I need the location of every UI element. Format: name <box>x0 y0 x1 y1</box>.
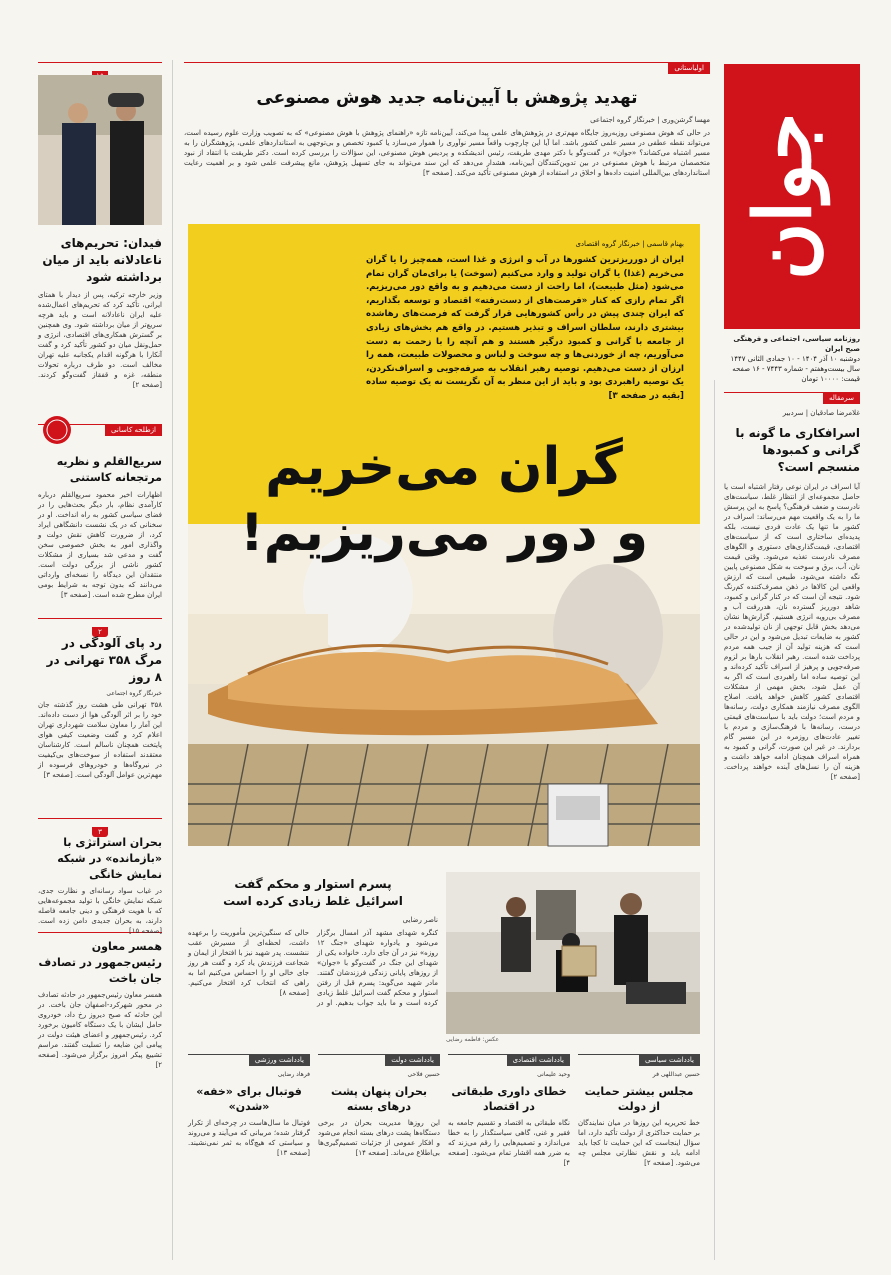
masthead-info-line: روزنامه سیاسی، اجتماعی و فرهنگی صبح ایران <box>733 335 860 353</box>
top-article-title: تهدید پژوهش با آیین‌نامه جدید هوش مصنوعی <box>256 88 638 108</box>
mid-story-title-1: پسرم استوار و محکم گفت <box>234 877 392 891</box>
bottom-tag: یادداشت ورزشی <box>249 1054 310 1066</box>
bottom-tagline <box>318 1054 440 1068</box>
main-lead <box>366 240 684 417</box>
bottom-body: فوتبال ما سال‌هاست در چرخه‌ای از تکرار گرفتار شده؛ مربیانی که می‌آیند و می‌روند و سیاستی که هیچ‌گاه به ثمر نمی‌نشیند. [صفحه ۱۳] <box>188 1119 310 1157</box>
bottom-tag: یادداشت سیاسی <box>639 1054 700 1066</box>
column-separator <box>172 60 173 1260</box>
bottom-tagline <box>448 1054 570 1068</box>
masthead-price: قیمت: ۱۰۰۰۰ تومان <box>801 375 860 383</box>
top-article-byline: مهسا گرشن‌وری | خبرنگار گروه اجتماعی <box>590 116 710 124</box>
bottom-column <box>578 1054 700 1248</box>
bottom-tagline <box>578 1054 700 1068</box>
bottom-body: این روزها مدیریت بحران در برخی دستگاه‌ها پشت درهای بسته انجام می‌شود و افکار عمومی از جزئیات تصمیم‌گیری‌ها بی‌اطلاع می‌ماند. [صفحه ۱۴] <box>318 1119 440 1157</box>
bottom-author: فرهاد رضایی <box>277 1071 310 1078</box>
ministers-photo <box>38 75 162 225</box>
bottom-author: حسین فلاحی <box>407 1071 440 1078</box>
left-story2-title: سریع‌القلم و نظریه مرتجعانه کاستنی <box>56 455 162 484</box>
editorial-tagline <box>724 392 860 406</box>
main-headline-line1: گران می‌خریم <box>265 437 623 497</box>
badge-label: ازطلحه کاسانی <box>105 424 162 436</box>
section-tag: سرمقاله <box>823 392 860 404</box>
bread-photo <box>188 744 700 846</box>
bottom-column <box>188 1054 310 1248</box>
mid-story-title-2: اسرائیل غلط زیادی کرده است <box>223 894 403 908</box>
left-story2-body: اظهارات اخیر محمود سریع‌القلم درباره کارآمدی نظام، بار دیگر بحث‌هایی را در فضای سیاسی کشور به راه انداخت. او در سخنانی که در یک نشست دانشگاهی ایراد کرد، از ضرورت کاهش نقش دولت و واگذاری امور به بخش خصوصی سخن گفت و مدعی شد بسیاری از مشکلات کشور ناشی از بزرگی دولت است. منتقدان این دیدگاه را نسخه‌ای وارداتی می‌دانند که بدون توجه به شرایط بومی ایران مطرح شده است. [صفحه ۳] <box>38 491 162 599</box>
family-photo <box>446 872 700 1034</box>
page-number: ۲ <box>92 627 108 637</box>
bottom-column <box>318 1054 440 1248</box>
bottom-body: نگاه طبقاتی به اقتصاد و تقسیم جامعه به فقیر و غنی، گاهی سیاستگذار را به خطا می‌اندازد و تصمیم‌هایی را رقم می‌زند که به ضرر همه اقشار تمام می‌شود. [صفحه ۴] <box>448 1119 570 1167</box>
mid-story-byline: ناصر رضایی <box>402 916 438 924</box>
left-story4-body: در غیاب سواد رسانه‌ای و نظارت جدی، شبکه نمایش خانگی با تولید مجموعه‌هایی که با هویت فرهنگی و دینی جامعه فاصله دارند، به بحران جدیدی دامن زده است. [صفحه ۱۵] <box>38 887 162 935</box>
logo: جوان <box>738 112 829 281</box>
bottom-body: خط تحریریه این روزها در میان نمایندگان بر حمایت حداکثری از دولت تأکید دارد، اما سؤال اینجاست که این حمایت تا کجا باید ادامه یابد و نقش نظارتی مجلس چه می‌شود. [صفحه ۲] <box>578 1119 700 1167</box>
bottom-author: وحید علیمانی <box>537 1071 570 1078</box>
bottom-column <box>448 1054 570 1248</box>
left-story5-title: همسر معاون رئیس‌جمهور در تصادف جان باخت <box>38 940 162 985</box>
main-headline-line2: و دور می‌ریزیم! <box>239 503 649 563</box>
main-lead-text: ایران از دورریزترین کشورها در آب و انرژی و غذا است، همه‌چیز را یا گران می‌خریم (غذا) یا گران تولید و وارد می‌کنیم (سوخت) یا برای‌مان گران تمام می‌شود (مثل طبیعت)، اما راحت از دست می‌دهیم و به واقع دور می‌ریزیم. اگر تمام رازی که کنار «فرصت‌های از دست‌رفته» اقتصاد و توسعه بگذاریم، که ایران چندی پیش در رأس کشورهایی قرار گرفت که فرصت‌های رهاشده بیشتری دارند، سلطان اسراف و تبذیر هستیم. در واقع هم بخش‌های زیادی از جامعه با گرانی و کمبود درگیر هستند و هم آنچه را با زحمت به دست می‌آوریم، چه از خوردنی‌ها و چه سوخت و لباس و محصولات طبیعت، همه را ارزان از دست می‌دهیم. توصیه رهبر انقلاب به صرفه‌جویی و اسراف‌نکردن، یک توصیه راهبردی بود و باید از این منظر به آن نگریست نه یک توصیه ساده [بقیه در صفحه ۳] <box>366 255 684 401</box>
left-story3-body: ۳۵۸ تهرانی طی هشت روز گذشته جان خود را بر اثر آلودگی هوا از دست داده‌اند. این آمار را معاون سلامت شهرداری تهران اعلام کرد و گفت وضعیت کیفی هوای پایتخت همچنان ناسالم است. کارشناسان معتقدند استفاده از سوخت‌های بی‌کیفیت در نیروگاه‌ها و خودروهای فرسوده از مهم‌ترین عوامل آلودگی است. [صفحه ۳] <box>38 701 162 779</box>
left-story5-body: همسر معاون رئیس‌جمهور در حادثه تصادف در محور شهرکرد-اصفهان جان باخت. در این حادثه که صبح دیروز رخ داد، خودروی حامل ایشان با یک دستگاه کامیون برخورد کرد. رئیس‌جمهور و اعضای هیئت دولت در پیامی این ضایعه را تسلیت گفتند. مراسم تشییع پیکر امروز برگزار می‌شود. [صفحه ۲] <box>37 991 162 1069</box>
bottom-tagline <box>188 1054 310 1068</box>
main-headline <box>188 434 700 566</box>
left-story3-title: رد پای آلودگی در مرگ ۳۵۸ تهرانی در ۸ روز <box>46 636 162 684</box>
left-story1-title: فیدان: تحریم‌های ناعادلانه باید از میان برداشته شود <box>42 236 162 284</box>
top-article-tag: اولیاستانی <box>668 62 710 74</box>
column-separator <box>714 380 715 1260</box>
page-number: ۳ <box>92 827 108 837</box>
mid-story <box>188 876 438 1034</box>
masthead-date: دوشنبه ۱۰ آذر ۱۴۰۴ - ۱۰ جمادی الثانی ۱۴۴۷ <box>730 355 860 363</box>
bottom-title: خطای داوری طبقاتی در اقتصاد <box>451 1085 567 1113</box>
badge-seal-icon <box>38 414 76 446</box>
editorial-column <box>724 392 860 1227</box>
main-byline: بهنام قاسمی | خبرنگار گروه اقتصادی <box>575 240 684 248</box>
page-ref <box>38 62 162 75</box>
left-story4-title: بحران استراتژی با «بازمانده» در شبکه نمایش خانگی <box>57 836 162 881</box>
bottom-title: بحران پنهان پشت درهای بسته <box>330 1085 428 1113</box>
bottom-tag: یادداشت اقتصادی <box>507 1054 570 1066</box>
badge-row <box>38 424 162 450</box>
top-article-body: در حالی که هوش مصنوعی روز‌به‌روز جایگاه مهم‌تری در پژوهش‌های علمی پیدا می‌کند، آیین‌نامه تازه «راهنمای پژوهش با هوش مصنوعی» که به تصویب وزارت علوم رسیده است، می‌تواند نقطه عطفی در مسیر علمی کشور باشد. اما آیا این چارچوب واقعاً مسیر نوآوری را هموار می‌سازد یا کمبود تخصص و بی‌توجهی به استانداردهای علمی، پژوهشگران را به مسیر اشتباه می‌کشاند؟ «جوان» در گفت‌وگو با دکتر مهدی طریقت، رئیس اندیشکده و پردیس هوش مصنوعی، این سؤالات را بررسی کرده است. دکتر طریقت با انتقاد از نبود متخصصان مرتبط با هوش مصنوعی در بین تدوین‌کنندگان آیین‌نامه، هشدار می‌دهد که این سند می‌تواند به جای تسهیل پژوهش، مانع پیشرفت علمی شود و بر اهمیت رعایت استانداردهای بین‌المللی امنیت داده‌ها و اخلاق در استفاده از هوش مصنوعی تأکید می‌کند. [صفحه ۳] <box>184 129 710 177</box>
bottom-author: حسین عبداللهی فر <box>652 1071 700 1078</box>
family-photo-caption: عکس: فاطمه رضایی <box>446 1036 500 1043</box>
bottom-tag: یادداشت دولت <box>385 1054 440 1066</box>
editorial-body: آیا اسراف در ایران نوعی رفتار اشتباه است یا حاصل مجموعه‌ای از انتظار غلط، سیاست‌های نادرست و ضعف فرهنگی؟ پاسخ به این پرسش ما را به یک واقعیت مهم می‌رساند: اسراف در کشور ما تنها یک عادت فردی نیست، بلکه پدیده‌ای ساختاری است که از سیاست‌های اقتصادی، قیمت‌گذاری‌های دستوری و الگوهای مصرف نادرست تغذیه می‌شود. وقتی قیمت نان، آب، برق و سوخت به شکل مصنوعی پایین نگه داشته می‌شود، طبیعی است که ارزش واقعی این کالاها در ذهن مصرف‌کننده کم‌رنگ شود. نتیجه آن است که در کنار گرانی و کمبود، شاهد دورریز گسترده نان، هدررفت آب و مصرف بی‌رویه انرژی هستیم. گزارش‌ها نشان می‌دهد بخش قابل توجهی از نان تولیدشده در کشور به ضایعات تبدیل می‌شود و این در حالی است که هزینه تولید آن از جیب همه مردم پرداخت شده است. رهبر انقلاب بارها بر لزوم صرفه‌جویی و پرهیز از اسراف تأکید کرده‌اند و این توصیه ساده اما راهبردی است که اگر به آن عمل شود، بخش مهمی از مشکلات اقتصادی کشور کاهش خواهد یافت. اصلاح الگوی مصرف نیازمند همکاری دولت، رسانه‌ها و مردم است؛ دولت باید با سیاست‌های قیمتی درست، رسانه‌ها با فرهنگ‌سازی و مردم با تغییر عادت‌های روزمره در این مسیر گام بردارند. در غیر این صورت، گرانی و کمبود به همراه اسراف همچنان ادامه خواهد داشت و هزینه آن را نسل‌های آینده خواهند پرداخت. [صفحه ۲] <box>724 483 860 781</box>
page-ref <box>38 618 162 636</box>
main-feature <box>188 224 700 846</box>
top-article-tagline <box>184 62 710 76</box>
left-story1-body: وزیر خارجه ترکیه، پس از دیدار با همتای ایرانی، تأکید کرد که تحریم‌های اعمال‌شده علیه ایران ناعادلانه است و باید هرچه سریع‌تر از میان برداشته شود. وی همچنین بر گسترش همکاری‌های اقتصادی، انرژی و حمل‌ونقل میان دو کشور تأکید کرد و گفت آنکارا با هرگونه اقدام یکجانبه علیه تهران مخالف است. دو طرف درباره تحولات منطقه، غزه و قفقاز گفت‌وگو کردند. [صفحه ۲] <box>38 291 162 389</box>
left-story3-byline: خبرنگار گروه اجتماعی <box>106 690 162 697</box>
bottom-title: فوتبال برای «خفه» «شدن» <box>196 1085 302 1113</box>
masthead-issue: سال بیست‌وهفتم - شماره ۷۴۴۳ - ۱۶ صفحه <box>732 365 860 373</box>
editorial-title: اسرافکاری ما گونه با گرانی و کمبودها منسجم است؟ <box>735 426 860 474</box>
bottom-columns <box>188 1054 700 1254</box>
editorial-author: غلامرضا صادقیان | سردبیر <box>782 409 860 417</box>
mid-story-body: کنگره شهدای مشهد آذر امسال برگزار می‌شود و یادواره شهدای «جنگ ۱۲ روزه» نیز در آن جای دارد. خانواده یکی از شهدای این جنگ در گفت‌وگو با «جوان» از روزهای پایانی زندگی فرزندشان گفتند. مادر شهید می‌گوید: پسرم قبل از رفتن استوار و محکم گفت اسرائیل غلط زیادی کرده است و ما باید جواب بدهیم. او در حالی که سنگین‌ترین مأموریت را برعهده داشت، لحظه‌ای از مسیرش عقب ننشست. پدر شهید نیز با افتخار از ایمان و شجاعت فرزندش یاد کرد و گفت هر روز جای خالی او را احساس می‌کنیم اما به راهی که انتخاب کرد افتخار می‌کنیم. [صفحه ۸] <box>188 929 438 1007</box>
masthead-logo-block <box>724 64 860 329</box>
top-article <box>184 62 710 190</box>
bottom-title: مجلس بیشتر حمایت از دولت <box>584 1085 694 1113</box>
page-ref <box>38 818 162 836</box>
masthead-info <box>724 334 860 384</box>
left-column <box>38 62 162 1130</box>
